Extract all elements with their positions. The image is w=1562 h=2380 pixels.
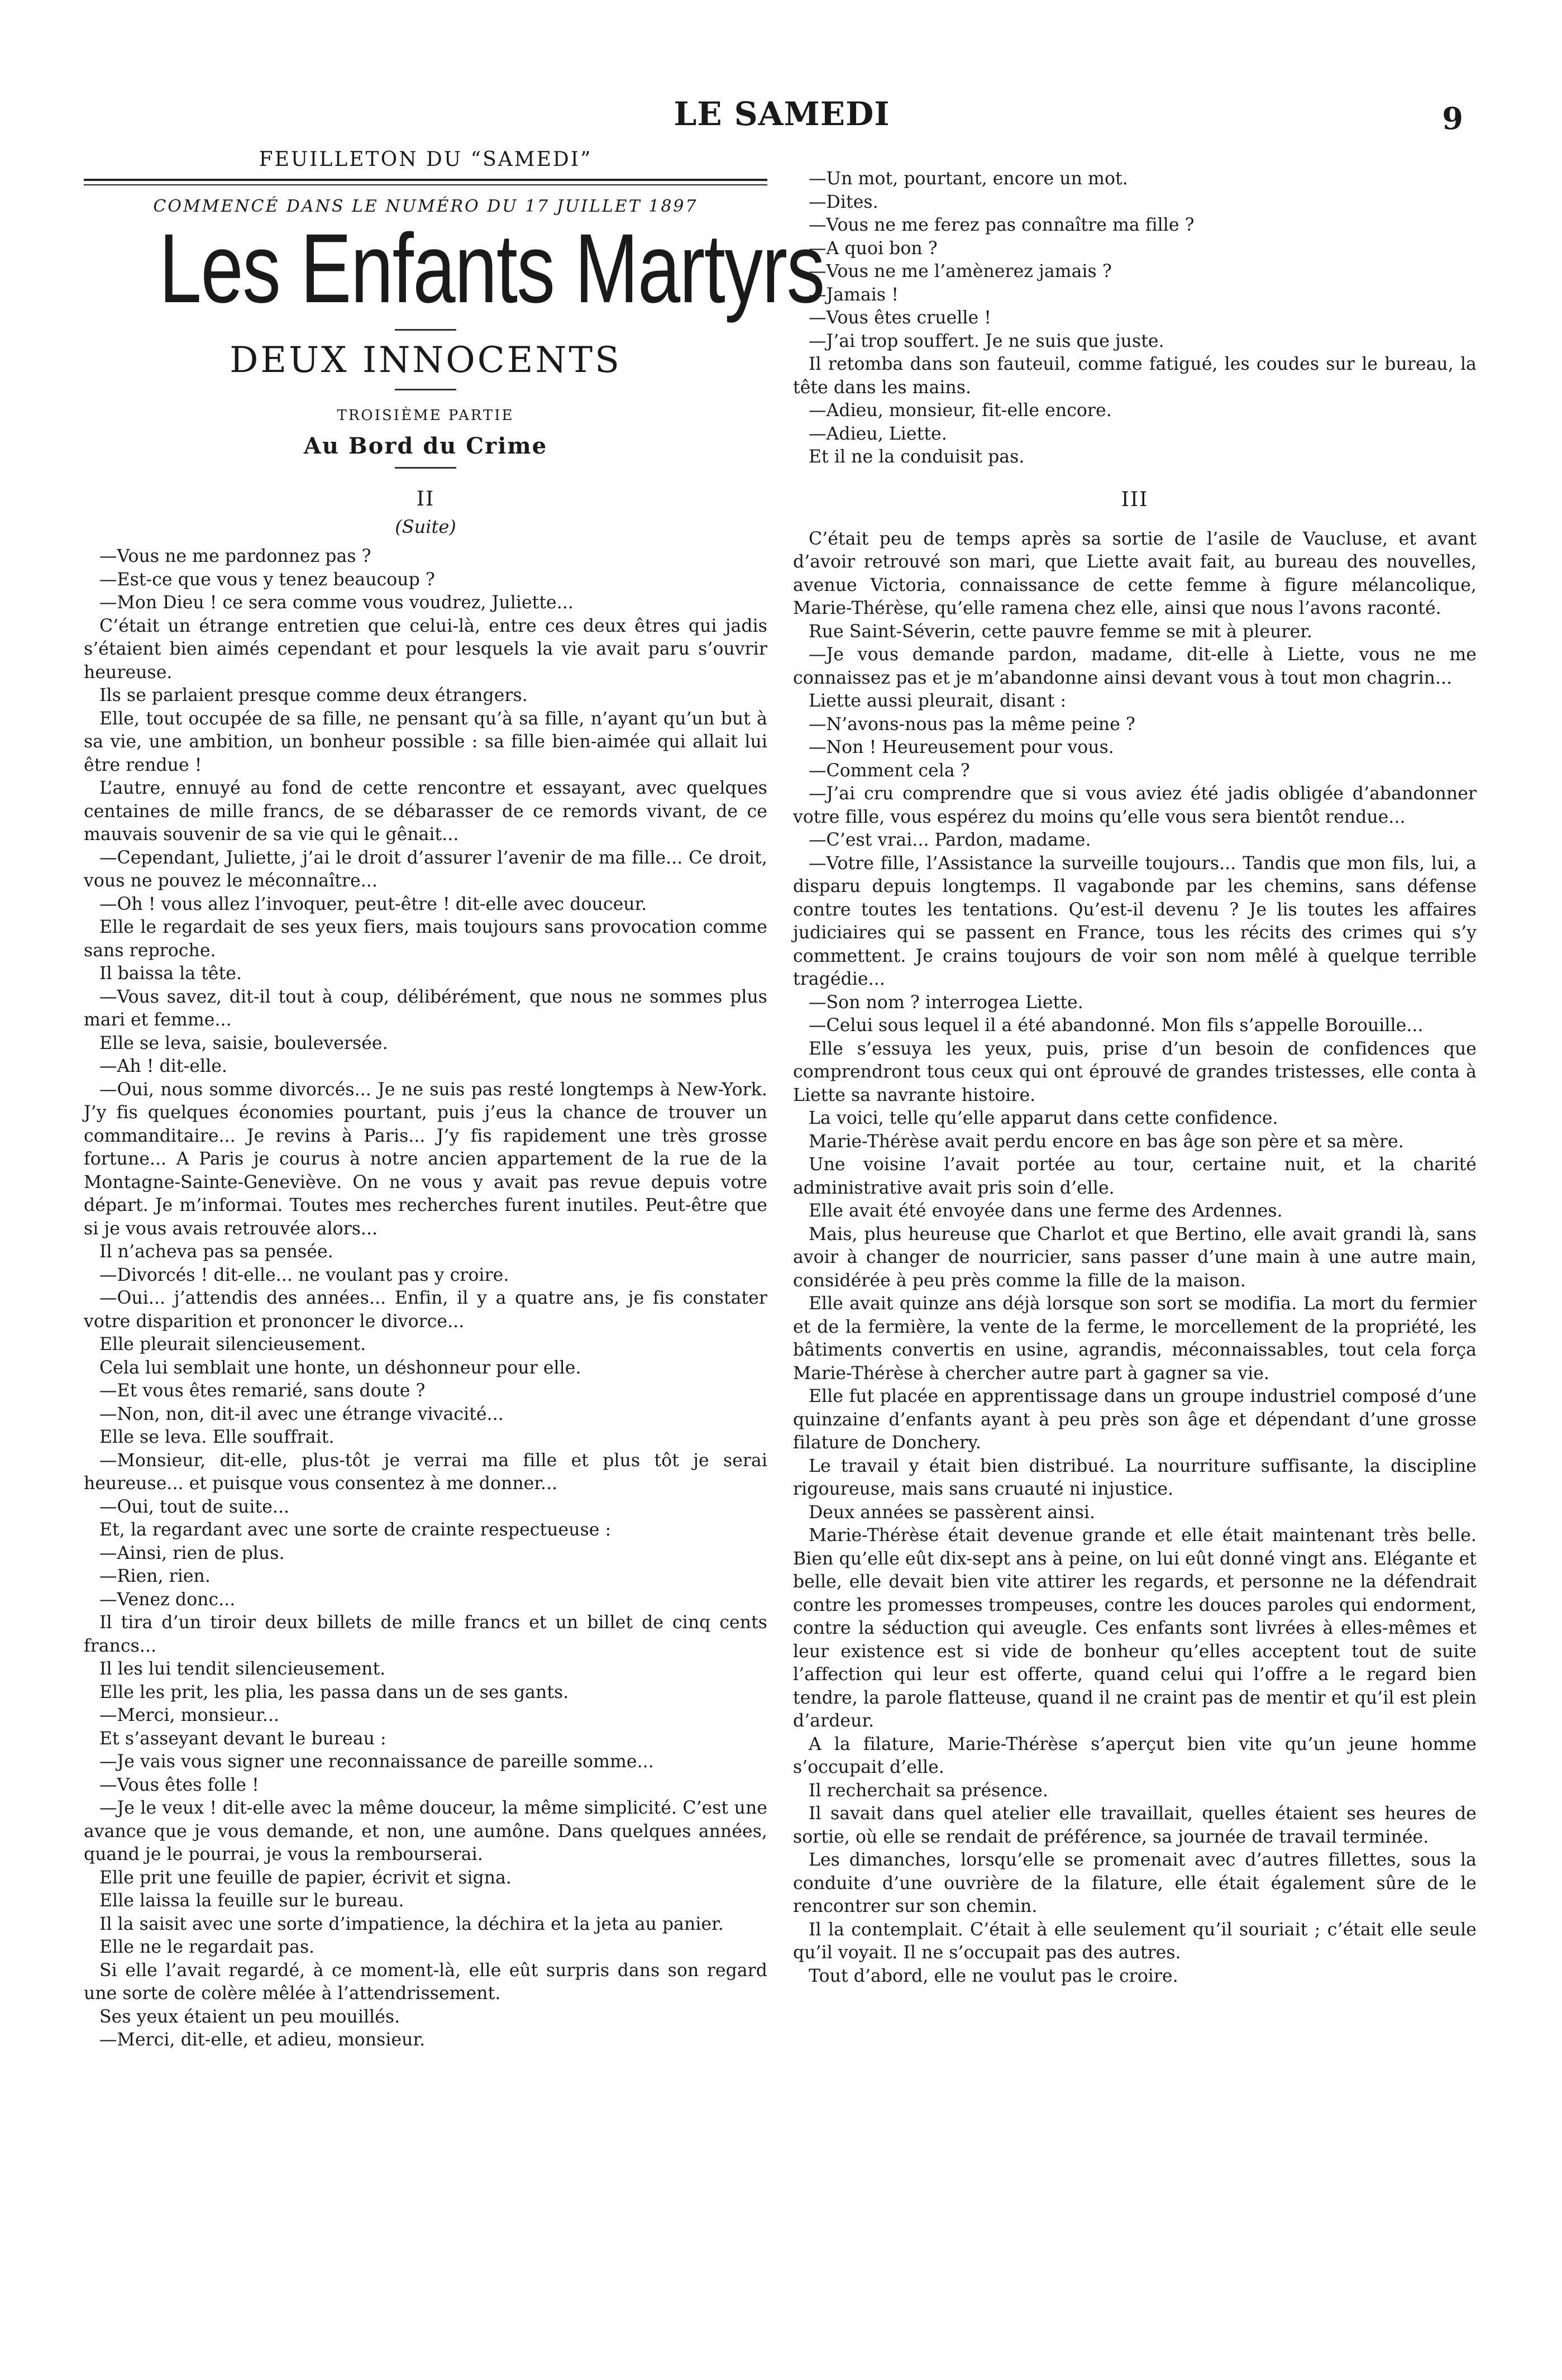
paragraph: —Adieu, monsieur, fit-elle encore. [809,400,1112,421]
paragraph: —Vous êtes cruelle ! [809,308,991,328]
paragraph: Elle le regardait de ses yeux fiers, mais toujours sans provocation comme sans reproche. [84,917,767,961]
paragraph: Il savait dans quel atelier elle travaillait, quelles étaient ses heures de sortie, où elle se rendait de préférence, sa journée de travail terminée. [793,1804,1477,1847]
paragraph: Il les lui tendit silencieusement. [99,1659,386,1679]
divider [395,467,456,469]
header-rule [84,179,767,185]
paragraph: —Celui sous lequel il a été abandonné. Mon fils s’appelle Borouille... [809,1015,1424,1036]
paragraph: Marie-Thérèse était devenue grande et elle était maintenant très belle. Bien qu’elle eût dix-sept ans à peine, on lui eût donné vingt ans. Elégante et belle, elle devait bien vite attirer les regards, et personne ne la défendrait contre les promesses trompeuses, contre les douces paroles qui endorment, contre la séduction qui aveugle. Ces enfants sont livrées à elles-mêmes et leur existence est si vide de bonheur qu’elles acceptent tout de suite l’affection qui leur est offerte, quand celui qui l’offre a le regard bien tendre, la parole flatteuse, quand il ne craint pas de mentir et qu’il est plein d’ardeur. [793,1525,1477,1731]
paragraph: La voici, telle qu’elle apparut dans cette confidence. [809,1108,1278,1128]
paragraph: Elle les prit, les plia, les passa dans un de ses gants. [99,1682,569,1702]
part-label: TROISIÈME PARTIE [337,407,514,424]
paragraph: Et, la regardant avec une sorte de crainte respectueuse : [99,1520,612,1540]
paragraph: —Comment cela ? [809,760,970,781]
paragraph: Elle avait été envoyée dans une ferme des Ardennes. [809,1201,1283,1221]
paragraph: —Jamais ! [809,284,899,305]
paragraph: Elle ne le regardait pas. [99,1937,315,1957]
paragraph: —Vous ne me ferez pas connaître ma fille ? [809,215,1195,235]
paragraph: Il baissa la tête. [99,964,242,984]
paragraph: —Est-ce que vous y tenez beaucoup ? [99,569,435,590]
paragraph: Il la contemplait. C’était à elle seulement qu’il souriait ; c’était elle seule qu’il voyait. Il ne s’occupait pas des autres. [793,1919,1477,1963]
paragraph: —J’ai trop souffert. Je ne suis que juste. [809,331,1164,351]
paragraph: Si elle l’avait regardé, à ce moment-là, elle eût surpris dans son regard une sorte de colère mêlée à l’attendrissement. [84,1960,767,2004]
commence-line: COMMENCÉ DANS LE NUMÉRO DU 17 JUILLET 1897 [153,197,698,216]
chapter-number-3: III [1121,488,1149,511]
paragraph: —Merci, monsieur... [99,1705,280,1725]
paragraph: Elle fut placée en apprentissage dans un groupe industriel composé d’une quinzaine d’enfants ayant à peu près son âge et dépendant d’une grosse filature de Donchery. [793,1386,1477,1453]
paragraph: —Oui... j’attendis des années... Enfin, il y a quatre ans, je fis constater votre disparition et prononcer le divorce... [84,1288,767,1332]
right-top-body-text [793,168,1477,469]
right-body-text [793,528,1477,1988]
paragraph: —A quoi bon ? [809,238,938,259]
paragraph: C’était peu de temps après sa sortie de l’asile de Vaucluse, et avant d’avoir retrouvé son mari, que Liette avait fait, au bureau des nouvelles, avenue Victoria, connaissance de cette femme à figure mélancolique, Marie-Thérèse, qu’elle ramena chez elle, ainsi que nous l’avons raconté. [793,528,1477,618]
suite-label: (Suite) [395,516,456,537]
paragraph: —Un mot, pourtant, encore un mot. [809,169,1128,189]
paragraph: —J’ai cru comprendre que si vous aviez été jadis obligée d’abandonner votre fille, vous espérez du moins qu’elle vous sera bientôt rendue... [793,784,1477,827]
paragraph: Le travail y était bien distribué. La nourriture suffisante, la discipline rigoureuse, mais sans cruauté ni injustice. [793,1456,1477,1499]
paragraph: Une voisine l’avait portée au tour, certaine nuit, et la charité administrative avait pris soin d’elle. [793,1155,1477,1198]
paragraph: Elle avait quinze ans déjà lorsque son sort se modifia. La mort du fermier et de la fermière, la vente de la ferme, le morcellement de la propriété, les bâtiments convertis en usine, agrandis, méconnaissables, tout cela força Marie-Thérèse à chercher autre part à gagner sa vie. [793,1294,1477,1384]
paragraph: —Je vous demande pardon, madame, dit-elle à Liette, vous ne me connaissez pas et je m’abandonne ainsi devant vous à tout mon chagrin... [793,645,1477,688]
divider [395,329,456,331]
paragraph: Elle prit une feuille de papier, écrivit et signa. [99,1867,512,1888]
paragraph: —N’avons-nous pas la même peine ? [809,714,1135,734]
paragraph: A la filature, Marie-Thérèse s’aperçut bien vite qu’un jeune homme s’occupait d’elle. [793,1734,1477,1777]
paragraph: Elle laissa la feuille sur le bureau. [99,1891,404,1911]
paragraph: L’autre, ennuyé au fond de cette rencontre et essayant, avec quelques centaines de mille francs, de se débarasser de ce remords vivant, de ce mauvais souvenir de sa vie qui le gênait... [84,778,767,845]
paragraph: Elle pleurait silencieusement. [99,1334,366,1354]
paragraph: —Et vous êtes remarié, sans doute ? [99,1381,426,1401]
paragraph: —Votre fille, l’Assistance la surveille toujours... Tandis que mon fils, lui, a disparu depuis longtemps. Il vagabonde par les chemins, sans défense contre toutes les tentations. Qu’est-il devenu ? Je lis toutes les affaires judiciaires qui se passent en France, tous les récits des crimes qui s’y commettent. Je crains toujours de voir son nom mêlé à quelque terrible tragédie... [793,853,1477,989]
paragraph: —Non ! Heureusement pour vous. [809,737,1114,757]
newspaper-title: LE SAMEDI [673,95,890,133]
paragraph: Liette aussi pleurait, disant : [809,691,1067,711]
paragraph: Et s’asseyant devant le bureau : [99,1728,386,1749]
page-number: 9 [1442,101,1463,136]
paragraph: Il recherchait sa présence. [809,1780,1048,1801]
paragraph: Elle s’essuya les yeux, puis, prise d’un besoin de confidences que comprendront tous ceux qui ont éprouvé de grandes tristesses, elle conta à Liette sa navrante histoire. [793,1038,1477,1105]
paragraph: Deux années se passèrent ainsi. [809,1502,1096,1523]
paragraph: Il retomba dans son fauteuil, comme fatigué, les coudes sur le bureau, la tête dans les mains. [793,354,1477,398]
chapter-number: II [416,488,435,511]
paragraph: Il tira d’un tiroir deux billets de mille francs et un billet de cinq cents francs... [84,1613,767,1656]
paragraph: —Oui, tout de suite... [99,1496,290,1517]
left-body-text [84,545,767,2052]
paragraph: —C’est vrai... Pardon, madame. [809,830,1091,850]
paragraph: —Vous ne me l’amènerez jamais ? [809,261,1112,282]
paragraph: —Divorcés ! dit-elle... ne voulant pas y croire. [99,1265,509,1285]
right-column [793,168,1477,1988]
paragraph: Ils se parlaient presque comme deux étrangers. [99,685,528,705]
paragraph: —Merci, dit-elle, et adieu, monsieur. [99,2030,426,2050]
paragraph: —Cependant, Juliette, j’ai le droit d’assurer l’avenir de ma fille... Ce droit, vous ne pouvez le méconnaître... [84,847,767,891]
paragraph: Rue Saint-Séverin, cette pauvre femme se mit à pleurer. [809,621,1312,642]
paragraph: —Mon Dieu ! ce sera comme vous voudrez, Juliette... [99,593,574,613]
paragraph: —Venez donc... [99,1589,236,1610]
paragraph: —Oh ! vous allez l’invoquer, peut-être ! dit-elle avec douceur. [99,894,647,914]
paragraph: —Je le veux ! dit-elle avec la même douceur, la même simplicité. C’est une avance que je vous demande, et non, une aumône. Dans quelques années, quand je le pourrai, je vous la rembourserai. [84,1798,767,1864]
paragraph: Et il ne la conduisit pas. [809,447,1025,467]
divider [395,389,456,390]
part-name: Au Bord du Crime [303,433,548,459]
paragraph: Elle, tout occupée de sa fille, ne pensant qu’à sa fille, n’ayant qu’un but à sa vie, une ambition, un bonheur possible : sa fille bien-aimée qui allait lui être rendue ! [84,708,767,775]
serial-title: Les Enfants Martyrs [159,214,824,323]
feuilleton-label: FEUILLETON DU “SAMEDI” [259,148,593,171]
paragraph: —Vous êtes folle ! [99,1775,259,1795]
left-column [84,142,824,2052]
paragraph: —Oui, nous somme divorcés... Je ne suis pas resté longtemps à New-York. J’y fis quelques économies pourtant, puis j’eus la chance de trouver un commanditaire... Je revins à Paris... J’y fis rapidement une très grosse fortune... A Paris je courus à notre ancien appartement de la rue de la Montagne-Sainte-Geneviève. On ne vous y avait pas revue depuis votre départ. Je m’informai. Toutes mes recherches furent inutiles. Peut-être que si je vous avais retrouvée alors... [84,1079,767,1239]
paragraph: Elle se leva, saisie, bouleversée. [99,1033,388,1053]
paragraph: —Vous ne me pardonnez pas ? [99,546,371,566]
paragraph: —Dites. [809,192,878,212]
paragraph: Cela lui semblait une honte, un déshonneur pour elle. [99,1357,581,1378]
paragraph: Elle se leva. Elle souffrait. [99,1427,335,1447]
paragraph: Il n’acheva pas sa pensée. [99,1242,333,1262]
paragraph: Tout d’abord, elle ne voulut pas le croire. [809,1966,1178,1986]
paragraph: —Vous savez, dit-il tout à coup, délibérément, que nous ne sommes plus mari et femme... [84,986,767,1030]
paragraph: Les dimanches, lorsqu’elle se promenait avec d’autres fillettes, sous la conduite d’une ouvrière de la filature, elle était également sûre de le rencontrer sur son chemin. [793,1850,1477,1916]
paragraph: —Monsieur, dit-elle, plus-tôt je verrai ma fille et plus tôt je serai heureuse... et puisque vous consentez à me donner... [84,1450,767,1494]
paragraph: Marie-Thérèse avait perdu encore en bas âge son père et sa mère. [809,1131,1404,1152]
paragraph: —Adieu, Liette. [809,423,947,444]
paragraph: Ses yeux étaient un peu mouillés. [99,2006,400,2027]
serial-subtitle: DEUX INNOCENTS [230,340,622,381]
paragraph: C’était un étrange entretien que celui-là, entre ces deux êtres qui jadis s’étaient bien aimés cependant et pour lesquels la vie avait paru s’ouvrir heureuse. [84,616,767,683]
paragraph: Mais, plus heureuse que Charlot et que Bertino, elle avait grandi là, sans avoir à changer de nourricier, sans passer d’une main à une autre main, considérée à peu près comme la fille de la maison. [793,1224,1477,1291]
paragraph: —Je vais vous signer une reconnaissance de pareille somme... [99,1752,654,1772]
paragraph: —Ainsi, rien de plus. [99,1543,285,1563]
paragraph: —Ah ! dit-elle. [99,1056,227,1076]
paragraph: —Rien, rien. [99,1566,211,1586]
paragraph: —Non, non, dit-il avec une étrange vivacité... [99,1404,504,1424]
paragraph: —Son nom ? interrogea Liette. [809,992,1083,1013]
paragraph: Il la saisit avec une sorte d’impatience, la déchira et la jeta au panier. [99,1914,724,1934]
